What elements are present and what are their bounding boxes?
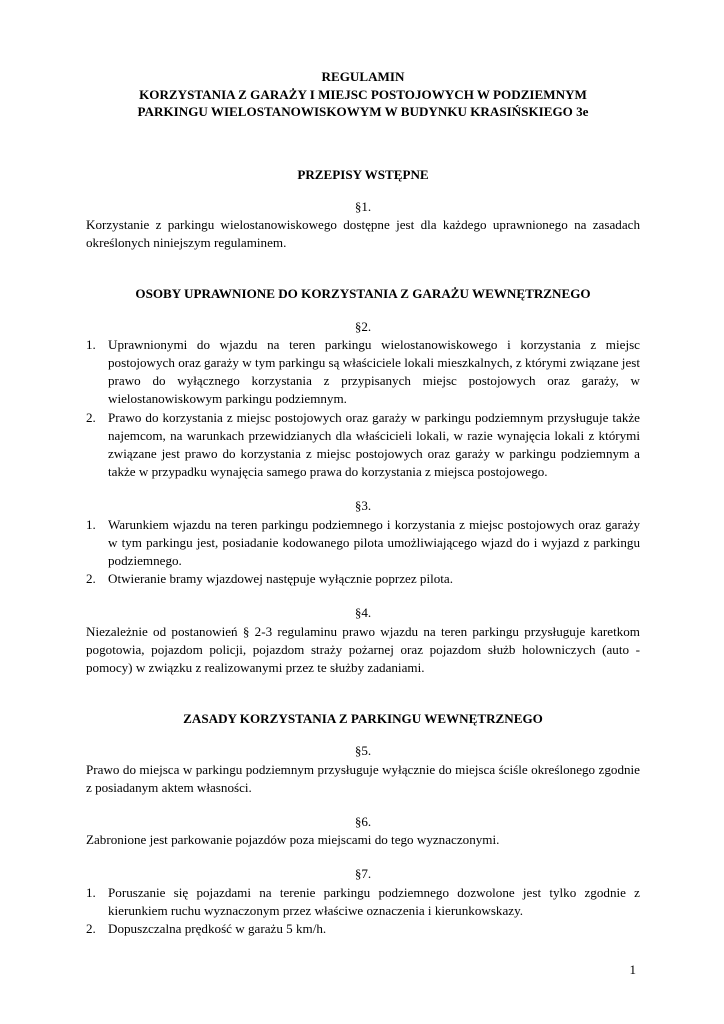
- list-item: 1. Warunkiem wjazdu na teren parkingu podziemnego i korzystania z miejsc postojowych oraz garaży w tym parkingu jest, posiadanie kodowanego pilota umożliwiającego wjazd do i wyjazd z parkingu podziemnego.: [86, 516, 640, 568]
- paragraph-number-7: §7.: [354, 866, 372, 882]
- paragraph-2-list: [86, 336, 640, 482]
- page-number: 1: [629, 962, 636, 977]
- paragraph-3-list: [86, 516, 640, 589]
- document-page: [86, 68, 640, 938]
- list-item: 2. Prawo do korzystania z miejsc postojowych oraz garaży w parkingu podziemnym przysługuje także najemcom, na warunkach przewidzianych dla właścicieli lokali, w razie wynajęcia lokali z którymi związane jest prawo do korzystania z miejsc postojowych oraz garaży w parkingu podziemnym a także w przypadku wynajęcia samego prawa do korzystania z miejsca postojowego.: [86, 409, 640, 480]
- list-item: 1. Poruszanie się pojazdami na terenie parkingu podziemnego dozwolone jest tylko zgodnie z kierunkiem ruchu wyznaczonym przez właściwe oznaczenia i kierunkowskazy.: [86, 884, 640, 918]
- list-item: 1. Uprawnionymi do wjazdu na teren parkingu wielostanowiskowego i korzystania z miejsc postojowych oraz garaży w tym parkingu są właściciele lokali mieszkalnych, z którymi związane jest prawo do wyłącznego korzystania z przypisanych miejsc postojowych oraz garaży, w wielostanowiskowym parkingu podziemnym.: [86, 336, 640, 407]
- paragraph-5-text: Prawo do miejsca w parkingu podziemnym przysługuje wyłącznie do miejsca ściśle określonego zgodnie z posiadanym aktem własności.: [86, 761, 640, 795]
- paragraph-4-text: Niezależnie od postanowień § 2-3 regulaminu prawo wjazdu na teren parkingu przysługuje karetkom pogotowia, pojazdom policji, pojazdom straży pożarnej oraz pojazdom służb holowniczych (auto - pomocy) w związku z realizowanymi przez te służby zadaniami.: [86, 623, 640, 675]
- paragraph-number-5: §5.: [354, 743, 372, 759]
- paragraph-1-text: Korzystanie z parkingu wielostanowiskowego dostępne jest dla każdego uprawnionego na zasadach określonych niniejszym regulaminem.: [86, 216, 640, 251]
- paragraph-number-6: §6.: [354, 813, 372, 829]
- paragraph-number-2: §2.: [354, 318, 372, 334]
- section-heading-rules: ZASADY KORZYSTANIA Z PARKINGU WEWNĘTRZNEGO: [183, 711, 543, 727]
- list-item: 2. Dopuszczalna prędkość w garażu 5 km/h.: [86, 921, 327, 936]
- document-title: [86, 68, 640, 121]
- paragraph-number-4: §4.: [354, 605, 372, 621]
- paragraph-number-1: §1.: [354, 198, 372, 214]
- list-item: 2. Otwieranie bramy wjazdowej następuje wyłącznie poprzez pilota.: [86, 571, 454, 587]
- title-line-3: PARKINGU WIELOSTANOWISKOWYM W BUDYNKU KRASIŃSKIEGO 3e: [137, 104, 589, 119]
- paragraph-7-list: [86, 884, 640, 939]
- paragraph-6-text: Zabronione jest parkowanie pojazdów poza miejscami do tego wyznaczonymi.: [86, 832, 500, 848]
- title-line-2: KORZYSTANIA Z GARAŻY I MIEJSC POSTOJOWYCH W PODZIEMNYM: [139, 86, 587, 102]
- paragraph-number-3: §3.: [354, 498, 372, 514]
- section-heading-authorized: OSOBY UPRAWNIONE DO KORZYSTANIA Z GARAŻU WEWNĘTRZNEGO: [135, 286, 591, 302]
- title-line-1: REGULAMIN: [321, 69, 405, 84]
- section-heading-preliminary: PRZEPISY WSTĘPNE: [297, 166, 429, 182]
